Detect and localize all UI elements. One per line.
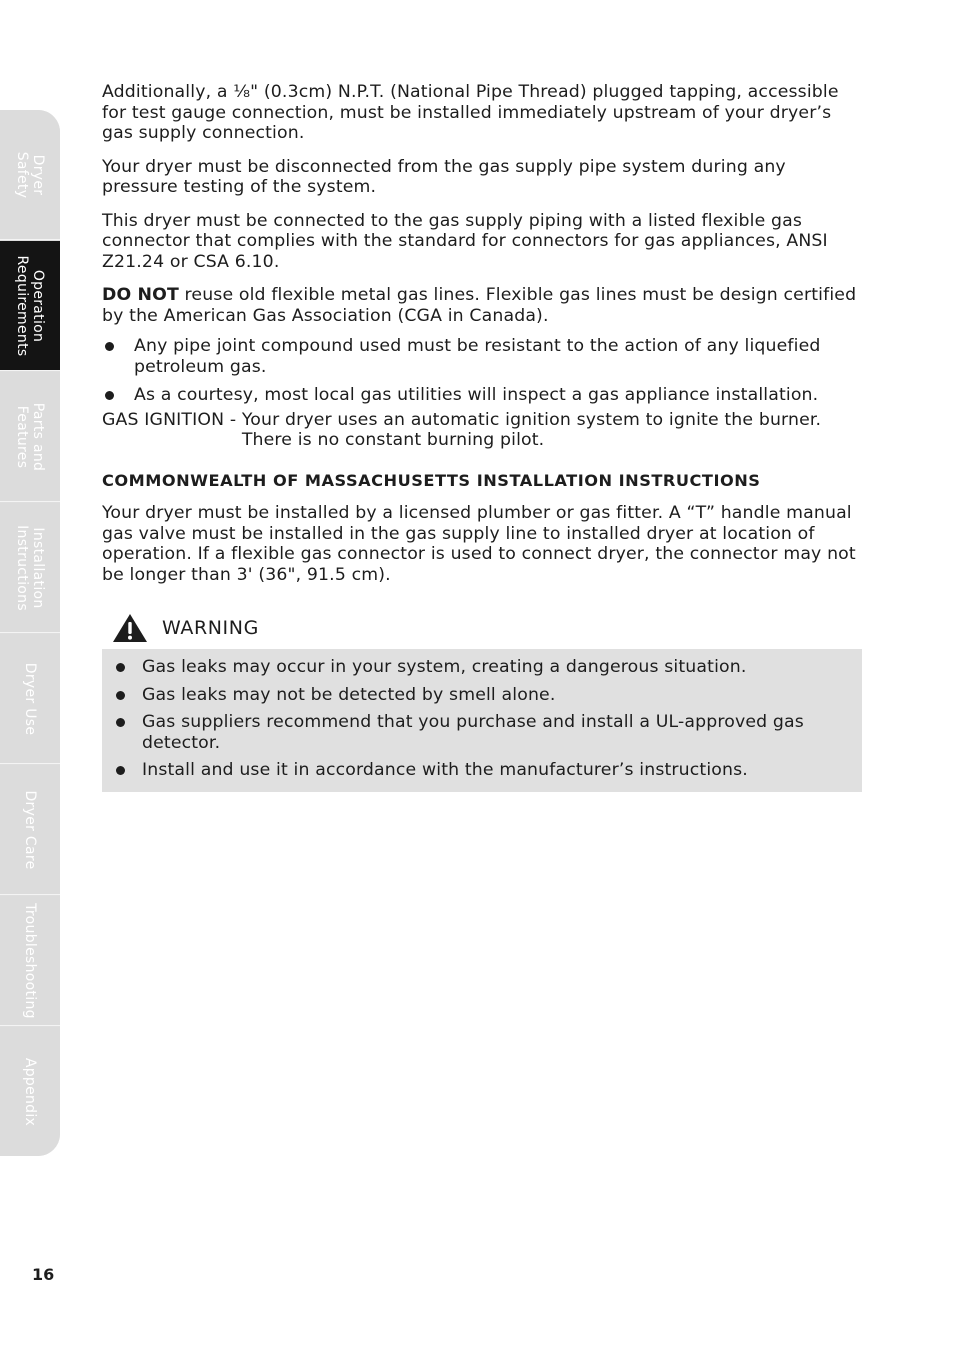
tab-parts-and-features[interactable] (0, 372, 60, 502)
pressure-testing-paragraph: Your dryer must be disconnected from the gas supply pipe system during any pressure testing of the system. (102, 156, 786, 197)
tab-troubleshooting[interactable] (0, 896, 60, 1026)
tab-dryer-care[interactable] (0, 765, 60, 895)
gas-ignition-term: GAS IGNITION - (102, 409, 242, 430)
tab-appendix[interactable] (0, 1027, 60, 1156)
bullet-icon (105, 342, 114, 351)
tab-label: Dryer Use (22, 662, 38, 735)
bullet-icon (116, 663, 125, 672)
tab-label: Dryer Care (22, 789, 38, 870)
npt-tapping-paragraph: Additionally, a ⅛" (0.3cm) N.P.T. (National Pipe Thread) plugged tapping, accessible for test gauge connection, must be installed immediately upstream of your dryer’s gas supply connection. (102, 82, 839, 143)
bullet-icon (105, 391, 114, 400)
warning-item-text: Gas leaks may occur in your system, creating a dangerous situation. (142, 657, 747, 677)
requirements-list (102, 336, 862, 406)
do-not-emphasis: DO NOT (102, 285, 179, 305)
section-tabs (0, 110, 60, 1156)
warning-item-text: Install and use it in accordance with the manufacturer’s instructions. (142, 760, 748, 780)
warning-box (102, 649, 862, 792)
tab-operation-requirements[interactable] (0, 241, 60, 371)
page-number: 16 (32, 1265, 55, 1284)
warning-item (112, 760, 852, 781)
do-not-text: reuse old flexible metal gas lines. Flexible gas lines must be design certified by the American Gas Association (CGA in Canada). (102, 285, 857, 326)
bullet-icon (116, 718, 125, 727)
massachusetts-heading: COMMONWEALTH OF MASSACHUSETTS INSTALLATION INSTRUCTIONS (102, 470, 761, 490)
bullet-icon (116, 766, 125, 775)
tab-label: Troubleshooting (22, 902, 38, 1019)
warning-item (112, 657, 852, 678)
tab-dryer-use[interactable] (0, 634, 60, 764)
tab-label: Operation Requirements (14, 255, 46, 356)
tab-dryer-safety[interactable] (0, 110, 60, 240)
tab-label: Appendix (22, 1057, 38, 1126)
warning-item-text: Gas suppliers recommend that you purchase and install a UL-approved gas detector. (142, 712, 804, 753)
warning-item (112, 685, 852, 706)
flexible-connector-paragraph: This dryer must be connected to the gas supply piping with a listed flexible gas connector that complies with the standard for connectors for gas appliances, ANSI Z21.24 or CSA 6.10. (102, 210, 828, 272)
list-item-text: Any pipe joint compound used must be resistant to the action of any liquefied petroleum gas. (134, 336, 821, 377)
page-content (102, 82, 862, 792)
gas-ignition-text: Your dryer uses an automatic ignition system to ignite the burner. There is no constant burning pilot. (241, 409, 822, 450)
tab-installation-instructions[interactable] (0, 503, 60, 633)
massachusetts-paragraph: Your dryer must be installed by a licensed plumber or gas fitter. A “T” handle manual gas valve must be installed in the gas supply line to installed dryer at location of operation. If a flexible gas connector is used to connect dryer, the connector may not be longer than 3' (36", 91.5 cm). (102, 503, 856, 585)
bullet-icon (116, 691, 125, 700)
list-item (102, 336, 862, 377)
warning-header (112, 613, 862, 643)
warning-title: WARNING (162, 616, 259, 639)
warning-item (112, 712, 852, 753)
tab-label: Installation Instructions (14, 524, 46, 611)
do-not-reuse-paragraph (102, 285, 862, 326)
tab-label: Dryer Safety (14, 151, 46, 198)
warning-item-text: Gas leaks may not be detected by smell alone. (142, 684, 556, 705)
list-item-text: As a courtesy, most local gas utilities will inspect a gas appliance installation. (134, 385, 819, 405)
gas-ignition-definition (102, 410, 862, 451)
list-item (102, 385, 862, 406)
tab-label: Parts and Features (14, 402, 46, 471)
warning-triangle-icon (112, 613, 148, 643)
